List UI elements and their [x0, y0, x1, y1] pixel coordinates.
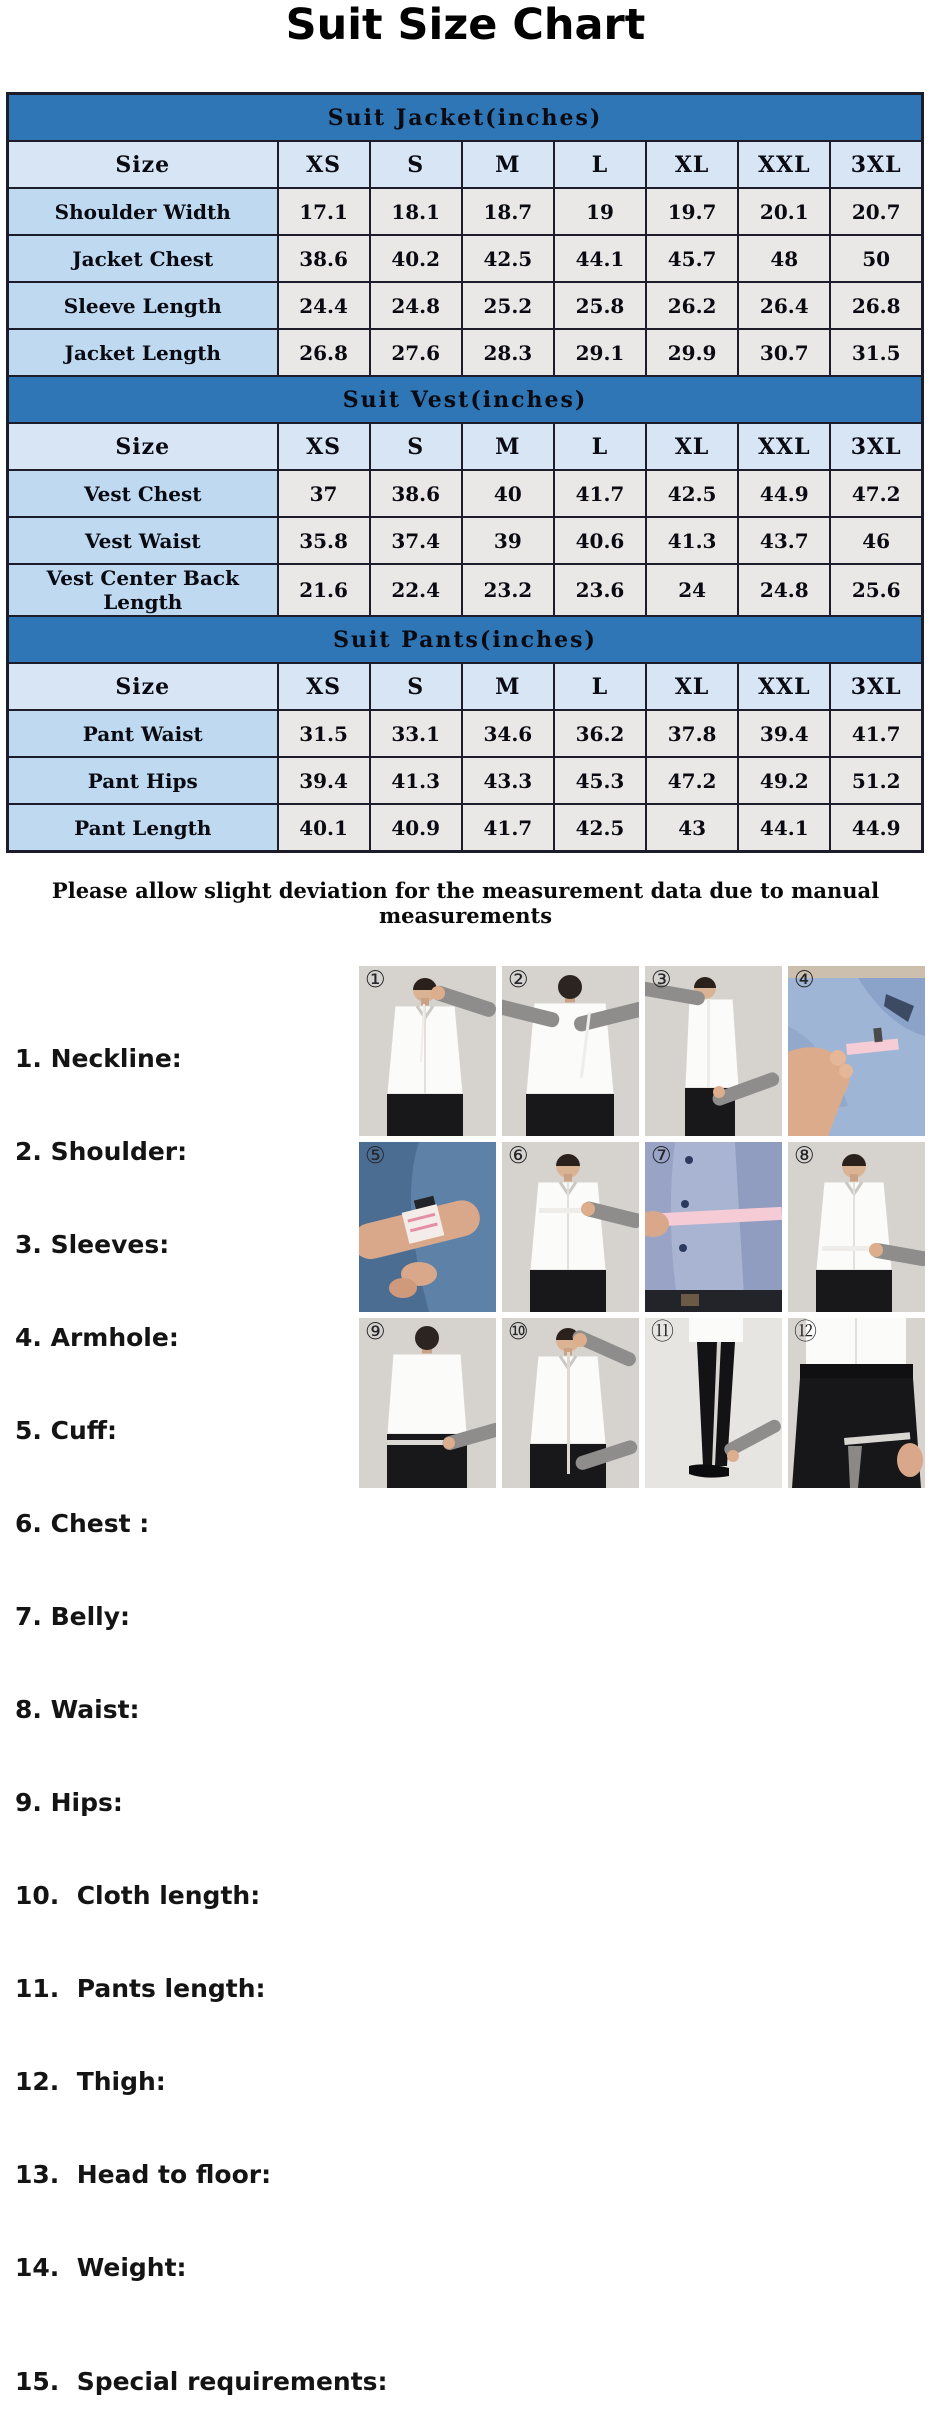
value-cell: 39 — [462, 517, 554, 564]
photo-number-badge: ① — [365, 967, 386, 993]
table-row-jacket-chest — [8, 235, 923, 282]
measure-list-item-hips: 9. Hips: — [15, 1788, 123, 1817]
value-cell: 27.6 — [370, 329, 462, 376]
col-header-xxl: XXL — [738, 663, 830, 710]
col-header-xxl: XXL — [738, 141, 830, 188]
measurement-photo-thigh — [788, 1318, 925, 1488]
value-cell: 48 — [738, 235, 830, 282]
section-title-vest: Suit Vest(inches) — [8, 376, 923, 423]
value-cell: 18.1 — [370, 188, 462, 235]
measure-list-item-neckline: 1. Neckline: — [15, 1044, 182, 1073]
table-row-vest-center-back-length — [8, 564, 923, 616]
value-cell: 19.7 — [646, 188, 738, 235]
value-cell: 41.7 — [554, 470, 646, 517]
col-header-3xl: 3XL — [830, 423, 922, 470]
value-cell: 47.2 — [830, 470, 922, 517]
value-cell: 37 — [278, 470, 370, 517]
measurement-photo-cloth-length — [502, 1318, 639, 1488]
value-cell: 43.3 — [462, 757, 554, 804]
measure-list-item-waist: 8. Waist: — [15, 1695, 140, 1724]
measurement-photo-chest — [502, 1142, 639, 1312]
col-header-3xl: 3XL — [830, 663, 922, 710]
value-cell: 40.6 — [554, 517, 646, 564]
col-header-xl: XL — [646, 141, 738, 188]
col-header-xxl: XXL — [738, 423, 830, 470]
row-label: Jacket Length — [8, 329, 278, 376]
col-header-l: L — [554, 663, 646, 710]
photo-number-badge: ⑫ — [794, 1319, 817, 1345]
photo-number-badge: ⑪ — [651, 1319, 674, 1345]
value-cell: 42.5 — [462, 235, 554, 282]
col-header-l: L — [554, 423, 646, 470]
col-header-xs: XS — [278, 423, 370, 470]
col-header-s: S — [370, 141, 462, 188]
value-cell: 45.7 — [646, 235, 738, 282]
value-cell: 50 — [830, 235, 922, 282]
table-row-vest-waist — [8, 517, 923, 564]
value-cell: 39.4 — [278, 757, 370, 804]
value-cell: 42.5 — [646, 470, 738, 517]
value-cell: 24 — [646, 564, 738, 616]
photo-number-badge: ② — [508, 967, 529, 993]
value-cell: 38.6 — [370, 470, 462, 517]
table-row-pant-hips — [8, 757, 923, 804]
measure-list-item-weight: 14. Weight: — [15, 2253, 187, 2282]
value-cell: 44.9 — [738, 470, 830, 517]
col-header-m: M — [462, 423, 554, 470]
measurement-photo-belly — [645, 1142, 782, 1312]
value-cell: 23.2 — [462, 564, 554, 616]
value-cell: 36.2 — [554, 710, 646, 757]
table-row-vest-chest — [8, 470, 923, 517]
value-cell: 49.2 — [738, 757, 830, 804]
value-cell: 41.7 — [462, 804, 554, 852]
value-cell: 40.1 — [278, 804, 370, 852]
col-header-xs: XS — [278, 663, 370, 710]
value-cell: 41.3 — [370, 757, 462, 804]
measurement-photo-hips — [359, 1318, 496, 1488]
col-header-m: M — [462, 663, 554, 710]
measure-list-item-pants-length: 11. Pants length: — [15, 1974, 266, 2003]
value-cell: 22.4 — [370, 564, 462, 616]
measure-list-item-thigh: 12. Thigh: — [15, 2067, 166, 2096]
row-label: Vest Center Back Length — [8, 564, 278, 616]
value-cell: 45.3 — [554, 757, 646, 804]
col-header-xl: XL — [646, 423, 738, 470]
measure-list-item-sleeves: 3. Sleeves: — [15, 1230, 170, 1259]
section-title-jacket: Suit Jacket(inches) — [8, 94, 923, 142]
col-header-xs: XS — [278, 141, 370, 188]
measurement-photo-shoulder — [502, 966, 639, 1136]
table-row-jacket-length — [8, 329, 923, 376]
photo-number-badge: ⑩ — [508, 1319, 529, 1345]
row-label: Vest Waist — [8, 517, 278, 564]
value-cell: 51.2 — [830, 757, 922, 804]
value-cell: 28.3 — [462, 329, 554, 376]
col-header-size: Size — [8, 663, 278, 710]
value-cell: 31.5 — [278, 710, 370, 757]
measurement-photo-waist — [788, 1142, 925, 1312]
value-cell: 25.8 — [554, 282, 646, 329]
value-cell: 24.4 — [278, 282, 370, 329]
col-header-size: Size — [8, 423, 278, 470]
value-cell: 39.4 — [738, 710, 830, 757]
value-cell: 40 — [462, 470, 554, 517]
value-cell: 40.9 — [370, 804, 462, 852]
value-cell: 24.8 — [738, 564, 830, 616]
value-cell: 43 — [646, 804, 738, 852]
value-cell: 26.2 — [646, 282, 738, 329]
measure-list-item-special-requirements: 15. Special requirements: — [15, 2367, 388, 2396]
row-label: Pant Hips — [8, 757, 278, 804]
value-cell: 18.7 — [462, 188, 554, 235]
value-cell: 44.9 — [830, 804, 922, 852]
row-label: Sleeve Length — [8, 282, 278, 329]
measure-list-item-head-to-floor: 13. Head to floor: — [15, 2160, 272, 2189]
value-cell: 24.8 — [370, 282, 462, 329]
measurement-photo-armhole — [788, 966, 925, 1136]
value-cell: 34.6 — [462, 710, 554, 757]
row-label: Pant Length — [8, 804, 278, 852]
row-label: Shoulder Width — [8, 188, 278, 235]
measurement-photo-sleeves — [645, 966, 782, 1136]
measure-list-item-belly: 7. Belly: — [15, 1602, 131, 1631]
photo-number-badge: ⑨ — [365, 1319, 386, 1345]
col-header-3xl: 3XL — [830, 141, 922, 188]
value-cell: 19 — [554, 188, 646, 235]
value-cell: 23.6 — [554, 564, 646, 616]
row-label: Pant Waist — [8, 710, 278, 757]
value-cell: 20.7 — [830, 188, 922, 235]
row-label: Vest Chest — [8, 470, 278, 517]
value-cell: 42.5 — [554, 804, 646, 852]
measurement-photo-pants-length — [645, 1318, 782, 1488]
col-header-xl: XL — [646, 663, 738, 710]
photo-number-badge: ⑥ — [508, 1143, 529, 1169]
table-row-shoulder-width — [8, 188, 923, 235]
note-text: Please allow slight deviation for the measurement data due to manual measurements — [51, 878, 880, 928]
table-row-sleeve-length — [8, 282, 923, 329]
photo-grid — [359, 966, 925, 1488]
value-cell: 29.1 — [554, 329, 646, 376]
size-chart-table — [6, 92, 924, 853]
value-cell: 35.8 — [278, 517, 370, 564]
col-header-size: Size — [8, 141, 278, 188]
value-cell: 44.1 — [554, 235, 646, 282]
row-label: Jacket Chest — [8, 235, 278, 282]
photo-number-badge: ⑤ — [365, 1143, 386, 1169]
photo-number-badge: ③ — [651, 967, 672, 993]
value-cell: 26.4 — [738, 282, 830, 329]
section-title-pants: Suit Pants(inches) — [8, 616, 923, 663]
measure-list-item-chest: 6. Chest : — [15, 1509, 150, 1538]
photo-number-badge: ⑧ — [794, 1143, 815, 1169]
value-cell: 17.1 — [278, 188, 370, 235]
value-cell: 47.2 — [646, 757, 738, 804]
value-cell: 38.6 — [278, 235, 370, 282]
table-row-pant-waist — [8, 710, 923, 757]
value-cell: 37.4 — [370, 517, 462, 564]
measure-list-item-shoulder: 2. Shoulder: — [15, 1137, 188, 1166]
value-cell: 40.2 — [370, 235, 462, 282]
photo-number-badge: ⑦ — [651, 1143, 672, 1169]
value-cell: 29.9 — [646, 329, 738, 376]
measure-list — [15, 981, 388, 2428]
measure-list-item-cuff: 5. Cuff: — [15, 1416, 117, 1445]
value-cell: 30.7 — [738, 329, 830, 376]
value-cell: 20.1 — [738, 188, 830, 235]
value-cell: 46 — [830, 517, 922, 564]
col-header-m: M — [462, 141, 554, 188]
table-row-pant-length — [8, 804, 923, 852]
col-header-s: S — [370, 423, 462, 470]
value-cell: 41.3 — [646, 517, 738, 564]
measure-list-item-cloth-length: 10. Cloth length: — [15, 1881, 261, 1910]
value-cell: 37.8 — [646, 710, 738, 757]
measurement-photo-neckline — [359, 966, 496, 1136]
value-cell: 26.8 — [830, 282, 922, 329]
value-cell: 21.6 — [278, 564, 370, 616]
value-cell: 44.1 — [738, 804, 830, 852]
value-cell: 41.7 — [830, 710, 922, 757]
col-header-l: L — [554, 141, 646, 188]
value-cell: 26.8 — [278, 329, 370, 376]
value-cell: 25.2 — [462, 282, 554, 329]
measure-list-item-armhole: 4. Armhole: — [15, 1323, 179, 1352]
photo-number-badge: ④ — [794, 967, 815, 993]
value-cell: 25.6 — [830, 564, 922, 616]
value-cell: 33.1 — [370, 710, 462, 757]
value-cell: 43.7 — [738, 517, 830, 564]
value-cell: 31.5 — [830, 329, 922, 376]
col-header-s: S — [370, 663, 462, 710]
measurement-photo-cuff — [359, 1142, 496, 1312]
page-title: Suit Size Chart — [285, 0, 646, 50]
